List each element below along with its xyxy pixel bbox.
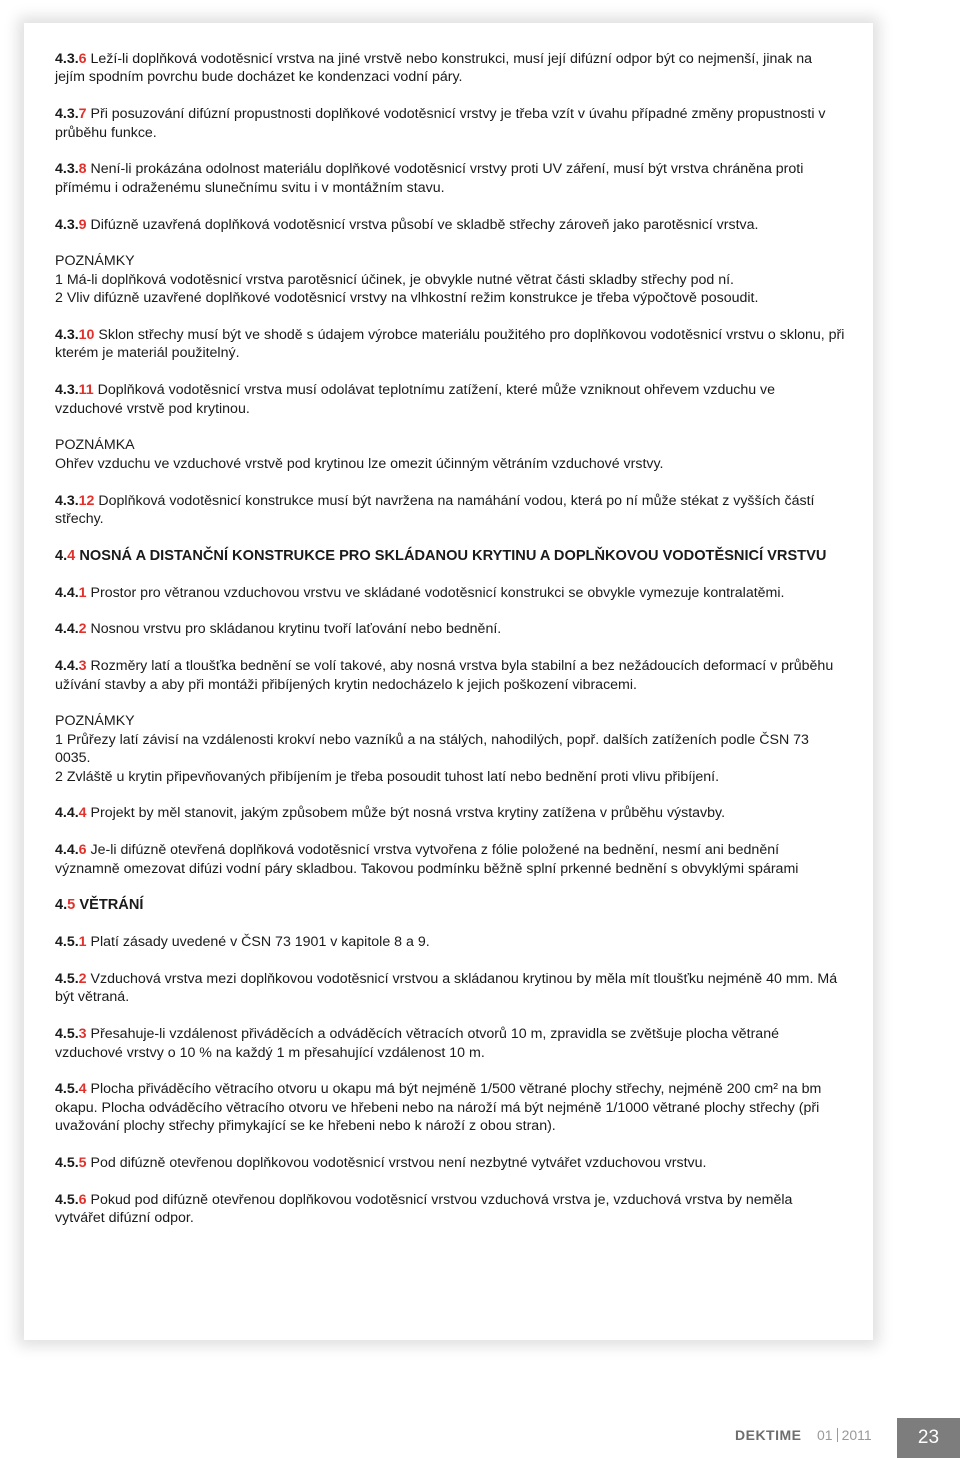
clause-number: [55, 897, 75, 913]
note-line: 1 Průřezy latí závisí na vzdálenosti krokví nebo vazníků a na stálých, nahodilých, popř. dalších zatíženích podle ČSN 73 0035.: [55, 731, 809, 767]
clause-number: [55, 585, 87, 601]
clause-number-prefix: 4.: [55, 547, 68, 564]
clause-number: [55, 161, 87, 177]
clause-number-prefix: 4.5.: [55, 971, 79, 988]
clause-number-prefix: 4.4.: [55, 805, 79, 822]
clause-number: [55, 51, 87, 67]
clause-text: Není-li prokázána odolnost materiálu doplňkové vodotěsnicí vrstvy proti UV záření, musí být vrstva chráněna proti přímému i odraženému slunečnímu svitu i v montážním stavu.: [55, 161, 804, 196]
note-line: 2 Zvláště u krytin připevňovaných přibíjením je třeba posoudit tuhost latí nebo bednění proti vlivu přibíjení.: [55, 768, 720, 785]
clause-number: [55, 934, 87, 950]
clause-number-suffix: 5: [78, 1155, 87, 1172]
issue-separator: [837, 1428, 838, 1442]
clause-number-prefix: 4.3.: [55, 161, 79, 178]
clause-paragraph: [55, 804, 845, 822]
clause-number-suffix: 2: [78, 971, 87, 988]
clause-number: [55, 971, 87, 987]
clause-number-suffix: 10: [78, 327, 95, 344]
clause-number-suffix: 12: [78, 492, 95, 509]
clause-number: [55, 382, 94, 398]
clause-number-prefix: 4.5.: [55, 1026, 79, 1043]
clause-number-prefix: 4.3.: [55, 382, 79, 399]
clause-number-suffix: 11: [78, 382, 94, 399]
note-block: [55, 436, 845, 473]
clause-text: Nosnou vrstvu pro skládanou krytinu tvoří laťování nebo bednění.: [90, 621, 502, 638]
clause-paragraph: [55, 50, 845, 87]
section-heading: [55, 547, 845, 565]
note-line: 1 Má-li doplňková vodotěsnicí vrstva parotěsnicí účinek, je obvykle nutné větrat části skladby střechy pod ní.: [55, 271, 734, 288]
clause-text: Difúzně uzavřená doplňková vodotěsnicí vrstva působí ve skladbě střechy zároveň jako parotěsnicí vrstva.: [90, 216, 759, 233]
clause-paragraph: [55, 326, 845, 363]
clause-text: Přesahuje-li vzdálenost přiváděcích a odváděcích větracích otvorů 10 m, zpravidla se zvětšuje plocha větrané vzduchové vrstvy o 10 % na každý 1 m přesahující vzdálenost 10 m.: [55, 1026, 779, 1061]
issue-label: [817, 1427, 872, 1443]
clause-number: [55, 658, 87, 674]
clause-paragraph: [55, 620, 845, 638]
clause-number-suffix: 3: [78, 658, 87, 675]
clause-text: Prostor pro větranou vzduchovou vrstvu ve skládané vodotěsnicí konstrukci se obvykle vymezuje kontralatěmi.: [90, 584, 785, 601]
note-label: POZNÁMKY: [55, 713, 135, 730]
clause-paragraph: [55, 160, 845, 197]
clause-text: Pod difúzně otevřenou doplňkovou vodotěsnicí vrstvou není nezbytné vytvářet vzduchovou vrstvu.: [90, 1155, 707, 1172]
clause-number-suffix: 7: [78, 106, 87, 123]
clause-text: Doplňková vodotěsnicí konstrukce musí být navržena na namáhání vodou, která po ní může stékat z vyšších částí střechy.: [55, 492, 815, 528]
clause-paragraph: [55, 841, 845, 878]
clause-text: Doplňková vodotěsnicí vrstva musí odolávat teplotnímu zatížení, které může vzniknout ohřevem vzduchu ve vzduchové vrstvě pod krytinou.: [55, 382, 776, 417]
clause-number: [55, 1192, 87, 1208]
clause-paragraph: [55, 657, 845, 694]
clause-number-suffix: 3: [78, 1026, 87, 1043]
clause-text: Plocha přiváděcího větracího otvoru u okapu má být nejméně 1/500 větrané plochy střechy, nejméně 200 cm² na bm okapu. Plocha odváděcího větracího otvoru ve hřebeni nebo na nároží má být nejméně 1/1000 větrané plochy střechy (při uvažování plochy střechy přimykající se ke hřebeni nebo k nároží z obou stran).: [55, 1081, 822, 1135]
clause-paragraph: [55, 105, 845, 142]
clause-number-suffix: 1: [78, 934, 87, 951]
clause-paragraph: [55, 933, 845, 951]
clause-number-prefix: 4.4.: [55, 621, 79, 638]
clause-paragraph: [55, 1191, 845, 1228]
clause-number: [55, 548, 75, 564]
clause-number-suffix: 4: [78, 805, 87, 822]
clause-paragraph: [55, 1154, 845, 1172]
clause-text: Při posuzování difúzní propustnosti doplňkové vodotěsnicí vrstvy je třeba vzít v úvahu případné změny propustnosti v průběhu funkce.: [55, 106, 826, 141]
document-body: [55, 50, 845, 1246]
clause-number-prefix: 4.3.: [55, 106, 79, 123]
note-label: POZNÁMKY: [55, 253, 135, 270]
clause-text: Leží-li doplňková vodotěsnicí vrstva na jiné vrstvě nebo konstrukci, musí její difúzní odpor být co nejmenší, jinak na jejím spodním povrchu bude docházet ke kondenzaci vodní páry.: [55, 51, 813, 86]
clause-paragraph: [55, 970, 845, 1007]
clause-number-prefix: 4.4.: [55, 842, 79, 859]
clause-number: [55, 493, 94, 509]
clause-number: [55, 1026, 87, 1042]
clause-number-suffix: 4: [78, 1081, 87, 1098]
clause-number-prefix: 4.5.: [55, 1155, 79, 1172]
clause-number: [55, 621, 87, 637]
clause-number-suffix: 5: [67, 897, 76, 914]
clause-text: Je-li difúzně otevřená doplňková vodotěsnicí vrstva vytvořena z fólie položené na bednění, nesmí ani bednění významně omezovat difúzi vodní páry skladbou. Takovou podmínku běžně splní prkenné bednění s obvyklými spárami: [55, 842, 799, 877]
note-line: 2 Vliv difúzně uzavřené doplňkové vodotěsnicí vrstvy na vlhkostní režim konstrukce je třeba výpočtově posoudit.: [55, 290, 759, 307]
clause-number-prefix: 4.5.: [55, 1191, 79, 1208]
clause-text: Sklon střechy musí být ve shodě s údajem výrobce materiálu použitého pro doplňkovou vodotěsnicí vrstvu o sklonu, při kterém je materiál použitelný.: [55, 327, 845, 362]
clause-number-prefix: 4.: [55, 897, 68, 914]
clause-number: [55, 327, 94, 343]
document-page: [24, 23, 873, 1340]
clause-number-suffix: 8: [78, 161, 87, 178]
clause-paragraph: [55, 1080, 845, 1135]
clause-text: Pokud pod difúzně otevřenou doplňkovou vodotěsnicí vrstvou vzduchová vrstva je, vzduchová vrstva by neměla vytvářet difúzní odpor.: [55, 1191, 793, 1227]
brand-name: DEKTIME: [735, 1427, 802, 1443]
clause-number-suffix: 6: [78, 842, 87, 859]
clause-number: [55, 1155, 87, 1171]
clause-number-prefix: 4.5.: [55, 934, 79, 951]
clause-number-suffix: 9: [78, 216, 87, 233]
clause-number-prefix: 4.3.: [55, 216, 79, 233]
clause-paragraph: [55, 584, 845, 602]
page-number: 23: [897, 1418, 960, 1458]
clause-number: [55, 106, 87, 122]
note-label: POZNÁMKA: [55, 437, 135, 454]
note-block: [55, 712, 845, 786]
clause-number-suffix: 1: [78, 584, 87, 601]
heading-text: NOSNÁ A DISTANČNÍ KONSTRUKCE PRO SKLÁDANOU KRYTINU A DOPLŇKOVOU VODOTĚSNICÍ VRSTVU: [79, 547, 827, 564]
clause-number-suffix: 6: [78, 51, 87, 67]
clause-number: [55, 842, 87, 858]
clause-number-prefix: 4.3.: [55, 327, 79, 344]
clause-number-prefix: 4.3.: [55, 492, 79, 509]
issue-number: 01: [817, 1427, 833, 1443]
clause-number-prefix: 4.4.: [55, 658, 79, 675]
section-heading: [55, 896, 845, 914]
issue-year: 2011: [841, 1427, 872, 1443]
page-footer: [0, 1418, 960, 1458]
clause-number-suffix: 6: [78, 1191, 87, 1208]
clause-paragraph: [55, 216, 845, 234]
clause-number-suffix: 4: [67, 547, 76, 564]
clause-text: Rozměry latí a tloušťka bednění se volí takové, aby nosná vrstva byla stabilní a bez nežádoucích deformací v průběhu užívání stavby a aby při montáži přibíjených krytin nedocházelo k jejich poškození vibracemi.: [55, 658, 834, 693]
clause-text: Projekt by měl stanovit, jakým způsobem může být nosná vrstva krytiny zatížena v průběhu výstavby.: [90, 805, 726, 822]
note-block: [55, 252, 845, 307]
clause-number-suffix: 2: [78, 621, 87, 638]
clause-paragraph: [55, 492, 845, 529]
clause-number: [55, 1081, 87, 1097]
clause-number-prefix: 4.3.: [55, 51, 79, 67]
clause-number: [55, 805, 87, 821]
clause-number-prefix: 4.5.: [55, 1081, 79, 1098]
clause-text: Platí zásady uvedené v ČSN 73 1901 v kapitole 8 a 9.: [90, 934, 430, 951]
clause-paragraph: [55, 381, 845, 418]
clause-text: Vzduchová vrstva mezi doplňkovou vodotěsnicí vrstvou a skládanou krytinou by měla mít tloušťku nejméně 40 mm. Má být větraná.: [55, 971, 838, 1006]
clause-number-prefix: 4.4.: [55, 584, 79, 601]
clause-paragraph: [55, 1025, 845, 1062]
clause-number: [55, 217, 87, 233]
note-line: Ohřev vzduchu ve vzduchové vrstvě pod krytinou lze omezit účinným větráním vzduchové vrstvy.: [55, 455, 664, 472]
heading-text: VĚTRÁNÍ: [79, 897, 144, 914]
